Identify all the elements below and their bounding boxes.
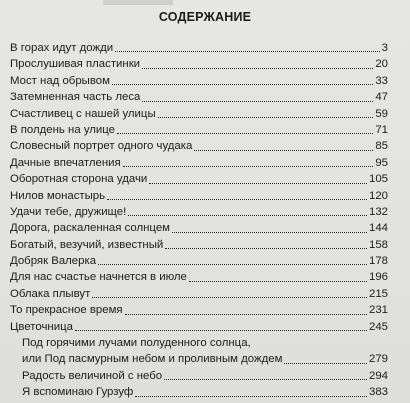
toc-entry [10,302,388,318]
toc-entry [10,106,388,122]
toc-dot-leader [123,166,374,167]
toc-entry-page: 279 [368,353,388,366]
toc-dot-leader [189,281,367,282]
toc-entry [10,253,388,269]
toc-entry [10,286,388,302]
toc-entry-page: 231 [368,304,388,317]
toc-entry [10,155,388,171]
toc-entry [10,204,388,220]
toc-entry-multiline [10,335,388,368]
toc-entry-page: 294 [368,369,388,382]
toc-entry-title: Облака плывут [10,287,91,300]
page-top-mark [103,0,173,5]
toc-entry [10,384,388,400]
toc-dot-leader [284,363,367,364]
toc-entry-page: 95 [375,156,388,169]
toc-entry-page: 144 [368,222,388,235]
toc-dot-leader [194,150,373,151]
table-of-contents [10,40,388,401]
toc-entry-title: Добряк Валерка [10,255,97,268]
toc-entry-title: Цветочница [10,320,73,333]
toc-entry [10,40,388,56]
toc-entry-page: 105 [368,173,388,186]
toc-dot-leader [165,248,367,249]
toc-entry-title: Счастливец с нашей улицы [10,107,156,120]
toc-entry-page: 120 [368,189,388,202]
toc-entry-page: 47 [375,91,388,104]
toc-entry-title: Затемненная часть леса [10,91,141,104]
toc-dot-leader [149,183,367,184]
toc-entry-page: 59 [375,107,388,120]
toc-entry-page: 71 [375,123,388,136]
toc-entry [10,368,388,384]
toc-dot-leader [158,117,374,118]
toc-dot-leader [142,101,373,102]
toc-dot-leader [125,314,367,315]
toc-dot-leader [115,51,380,52]
toc-dot-leader [164,379,367,380]
toc-entry-page: 158 [368,238,388,251]
toc-entry [10,188,388,204]
toc-entry-title: То прекрасное время [10,304,123,317]
toc-entry [10,122,388,138]
toc-dot-leader [98,264,367,265]
toc-entry-title: Дорога, раскаленная солнцем [10,222,170,235]
toc-dot-leader [112,84,373,85]
toc-entry-title: В горах идут дожди [10,41,114,54]
toc-entry-page: 20 [375,58,388,71]
toc-entry-title: Оборотная сторона удачи [10,173,148,186]
toc-entry [10,237,388,253]
toc-entry-page: 245 [368,320,388,333]
toc-entry-title: Словесный портрет одного чудака [10,140,193,153]
toc-dot-leader [92,297,367,298]
toc-entry-title: Дачные впечатления [10,156,121,169]
toc-entry-page: 3 [381,41,388,54]
toc-entry-title: Мост над обрывом [10,74,110,87]
toc-entry-page: 178 [368,255,388,268]
toc-dot-leader [172,232,367,233]
toc-entry [10,73,388,89]
toc-entry [10,138,388,154]
toc-entry-title: Прослушивая пластинки [10,58,141,71]
toc-entry-page: 132 [368,205,388,218]
toc-dot-leader [117,133,373,134]
toc-entry-title: Радость величиной с небо [22,369,163,382]
toc-entry-page: 215 [368,287,388,300]
toc-entry-page: 33 [375,74,388,87]
toc-entry [10,269,388,285]
toc-entry [10,220,388,236]
toc-entry-title: Удачи тебе, дружище! [10,205,127,218]
toc-entry [10,319,388,335]
toc-dot-leader [128,215,367,216]
toc-entry-page: 196 [368,271,388,284]
toc-entry-title: Я вспоминаю Гурзуф [22,386,134,399]
toc-entry-title-line1: Под горячими лучами полуденного солнца, [22,337,251,350]
toc-entry-title: Для нас счастье начнется в июле [10,271,187,284]
toc-entry-title: Богатый, везучий, известный [10,238,164,251]
toc-dot-leader [142,68,373,69]
toc-entry [10,89,388,105]
toc-entry-title: В полдень на улице [10,123,116,136]
toc-entry-title: Нилов монастырь [10,189,106,202]
toc-entry-title-line2: или Под пасмурным небом и проливным дождем [22,353,283,366]
toc-dot-leader [135,396,367,397]
toc-dot-leader [75,330,367,331]
page-title: СОДЕРЖАНИЕ [158,10,252,24]
toc-entry [10,171,388,187]
toc-entry-page: 85 [375,140,388,153]
toc-entry-page: 383 [368,386,388,399]
toc-entry [10,56,388,72]
toc-dot-leader [107,199,367,200]
